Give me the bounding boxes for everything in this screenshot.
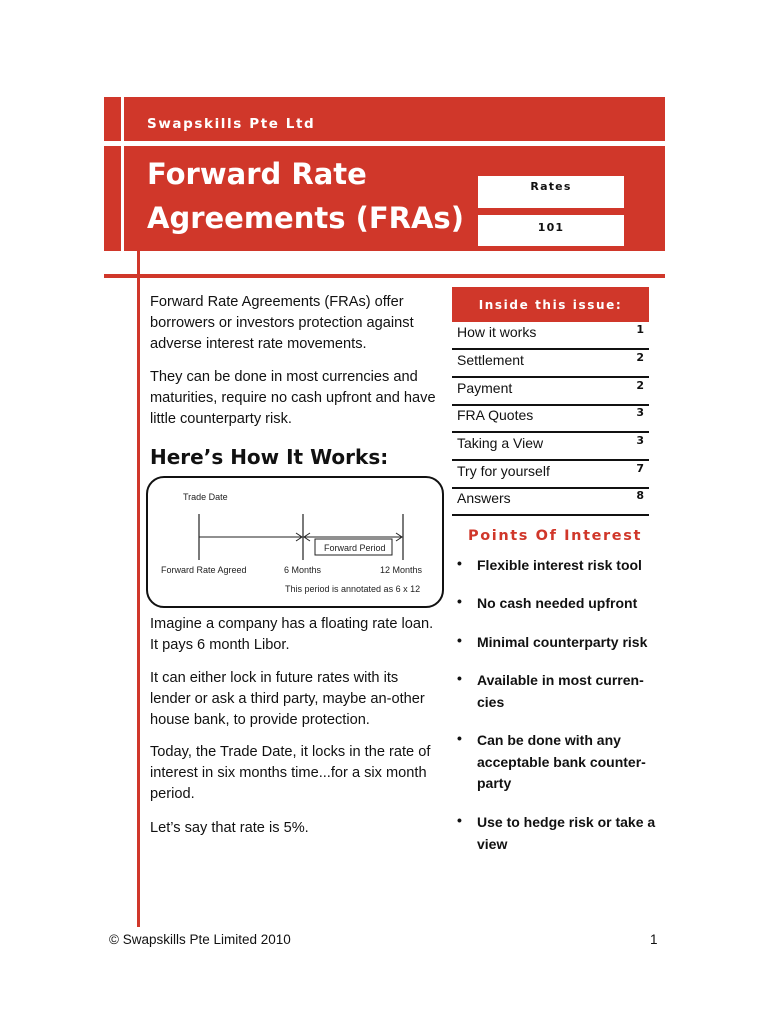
toc-label: Taking a View [457, 435, 544, 451]
toc-row-try-for-yourself[interactable] [452, 461, 649, 489]
poi-text: Available in most curren-cies [477, 672, 644, 710]
rate-paragraph: Let’s say that rate is 5%. [150, 820, 309, 836]
toc-row-payment[interactable] [452, 378, 649, 406]
toc-page-number: 8 [636, 489, 644, 502]
poi-text: Use to hedge risk or take a view [477, 814, 656, 852]
bullet-icon: • [457, 593, 462, 609]
inside-issue-heading: Inside this issue: [452, 287, 649, 322]
tag-issue-number: 101 [478, 215, 624, 246]
toc-page-number: 2 [636, 379, 644, 392]
trade-date-paragraph: Today, the Trade Date, it locks in the rate of interest in six months time...for a six month period. [150, 744, 431, 802]
poi-text: Can be done with any acceptable bank counter-party [477, 732, 646, 791]
footer-page-number: 1 [650, 932, 658, 947]
features-paragraph: They can be done in most currencies and maturities, require no cash upfront and have little counterparty risk. [150, 369, 436, 427]
bullet-icon: • [457, 670, 462, 686]
poi-text: Minimal counterparty risk [477, 634, 648, 650]
bullet-icon: • [457, 730, 462, 746]
timeline-svg [148, 478, 446, 610]
tag-rates: Rates [478, 176, 624, 208]
options-paragraph: It can either lock in future rates with its lender or ask a third party, maybe an-other house bank, to provide protection. [150, 670, 425, 728]
period-annotation: This period is annotated as 6 x 12 [285, 584, 421, 594]
forward-period-label: Forward Period [324, 543, 386, 553]
toc-page-number: 3 [636, 434, 644, 447]
toc-row-settlement[interactable] [452, 350, 649, 378]
company-name: Swapskills Pte Ltd [147, 116, 316, 132]
six-months-label: 6 Months [284, 565, 322, 575]
header-divider-line [121, 97, 124, 251]
margin-rule [137, 251, 140, 927]
trade-date-label: Trade Date [183, 492, 228, 502]
bullet-icon: • [457, 812, 462, 828]
toc-page-number: 7 [636, 462, 644, 475]
poi-text: Flexible interest risk tool [477, 557, 642, 573]
toc-row-how-it-works[interactable] [452, 322, 649, 350]
bullet-icon: • [457, 555, 462, 571]
scenario-paragraph: Imagine a company has a floating rate loan. It pays 6 month Libor. [150, 616, 434, 653]
toc-label: Settlement [457, 352, 524, 368]
twelve-months-label: 12 Months [380, 565, 423, 575]
toc-label: FRA Quotes [457, 407, 534, 423]
toc-label: Payment [457, 380, 513, 396]
toc-page-number: 1 [636, 323, 644, 336]
title-line-2: Agreements (FRAs) [147, 201, 464, 235]
intro-paragraph: Forward Rate Agreements (FRAs) offer borrowers or investors protection against adverse interest rate movements. [150, 294, 414, 352]
toc-row-fra-quotes[interactable] [452, 405, 649, 433]
toc-label: Try for yourself [457, 463, 550, 479]
footer-copyright: © Swapskills Pte Limited 2010 [109, 932, 291, 947]
toc-row-answers[interactable] [452, 488, 649, 516]
toc-page-number: 2 [636, 351, 644, 364]
toc-row-taking-a-view[interactable] [452, 433, 649, 461]
points-of-interest-heading: Points Of Interest [467, 528, 642, 544]
fra-agreed-label: Forward Rate Agreed [161, 565, 247, 575]
bullet-icon: • [457, 632, 462, 648]
poi-text: No cash needed upfront [477, 595, 638, 611]
toc-label: Answers [457, 490, 511, 506]
title-line-1: Forward Rate [147, 157, 367, 191]
toc-label: How it works [457, 324, 537, 340]
section-heading: Here’s How It Works: [150, 445, 389, 469]
page-title [147, 152, 464, 240]
fra-timeline-diagram [146, 476, 444, 608]
header-rule [104, 274, 665, 278]
toc-page-number: 3 [636, 406, 644, 419]
